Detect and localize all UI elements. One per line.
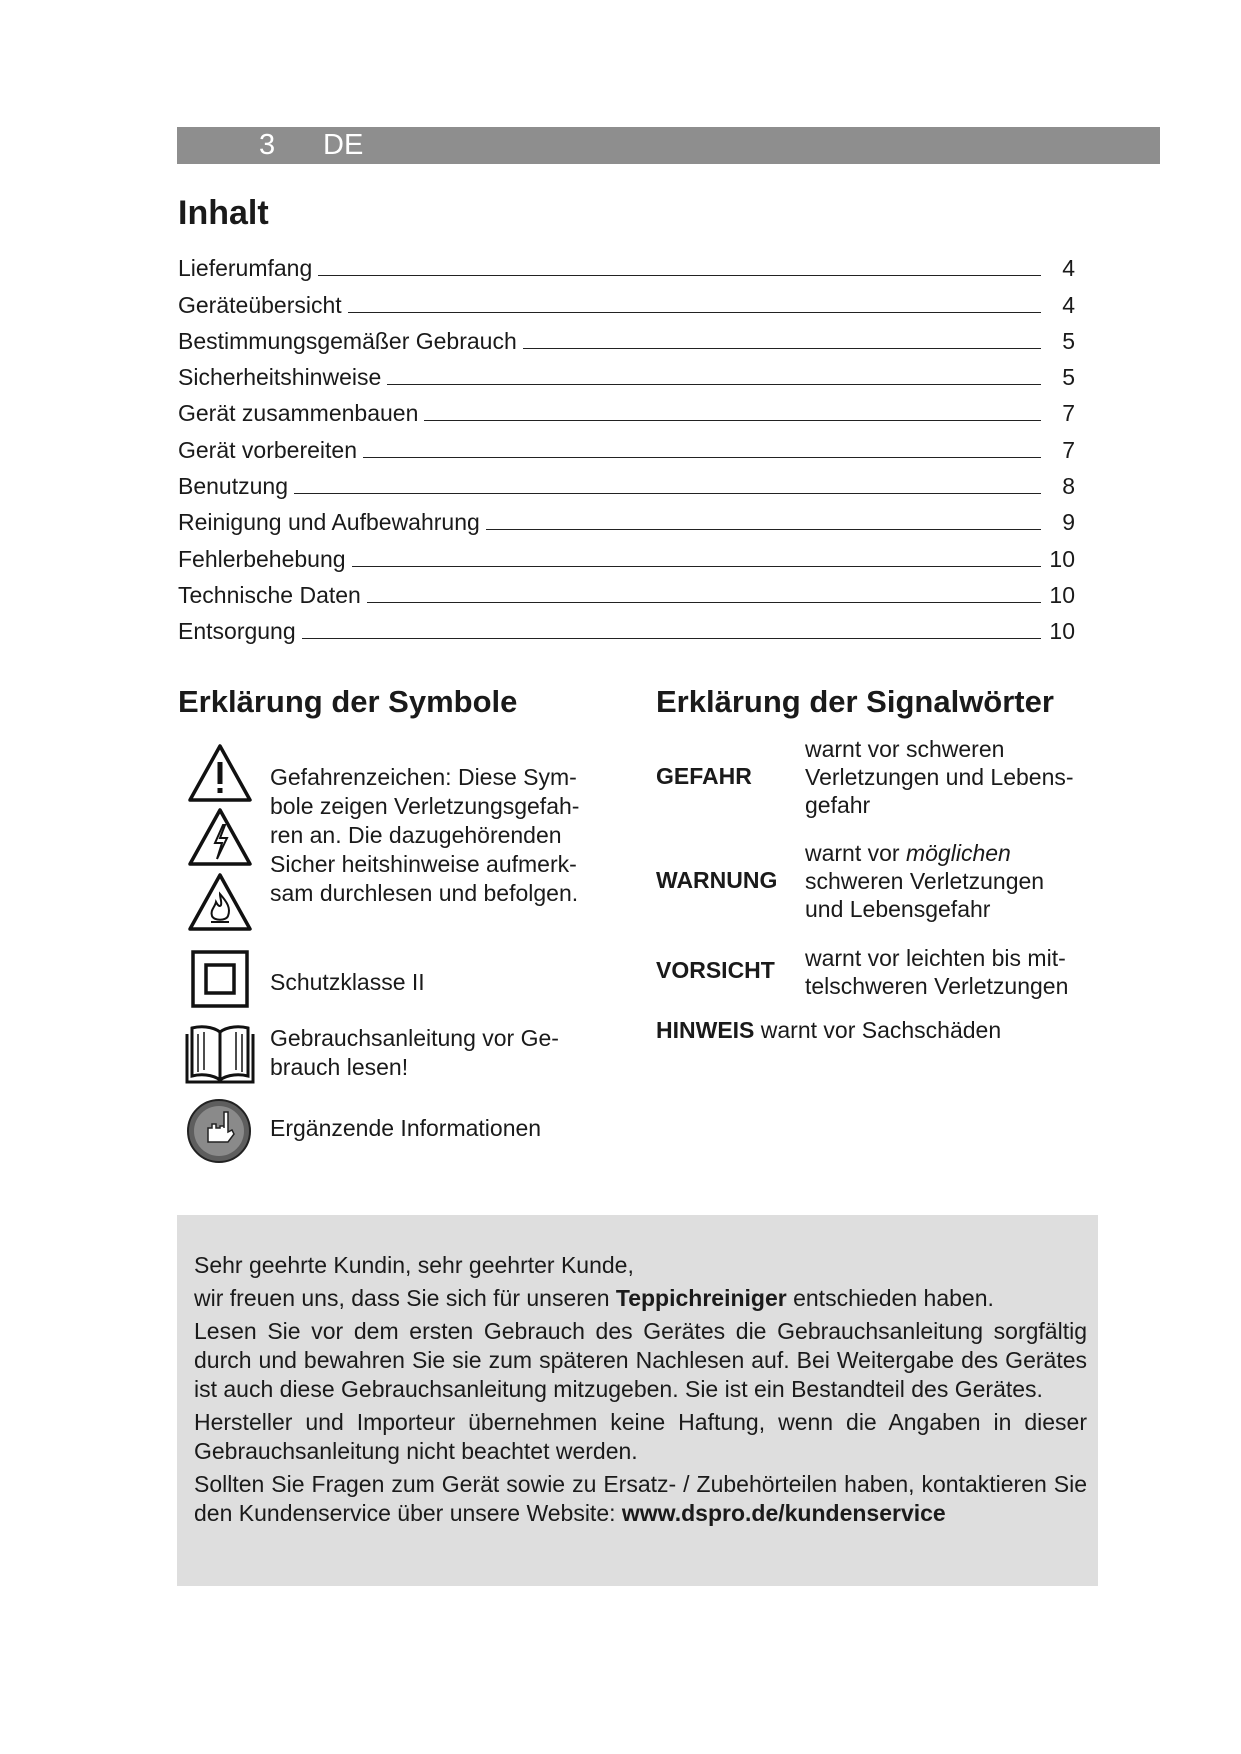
hazard-symbols-description <box>270 763 579 908</box>
warnung-description <box>805 839 1044 923</box>
toc-leader-line <box>318 275 1041 276</box>
toc-entry[interactable] <box>178 319 1075 355</box>
toc-entry[interactable] <box>178 609 1075 645</box>
info-hand-icon <box>186 1098 252 1164</box>
toc-entry-page: 10 <box>1049 545 1075 572</box>
info-description <box>270 1114 541 1143</box>
greeting: Sehr geehrte Kundin, sehr geehrter Kunde, <box>194 1252 634 1278</box>
text-line: warnt vor schweren <box>805 736 1005 762</box>
text-line: Schutzklasse II <box>270 969 425 995</box>
toc-entry[interactable] <box>178 355 1075 391</box>
toc-entry-page: 9 <box>1062 509 1075 536</box>
text-line: telschweren Verletzungen <box>805 973 1069 999</box>
toc-entry-label: Fehlerbehebung <box>178 545 346 572</box>
symbols-title: Erklärung der Symbole <box>178 684 518 719</box>
toc-entry-page: 7 <box>1062 436 1075 463</box>
toc-entry-label: Benutzung <box>178 473 288 500</box>
signal-word-warnung: WARNUNG <box>656 867 778 893</box>
signal-word-hinweis-row <box>656 1017 1001 1044</box>
fire-hazard-icon <box>187 872 253 932</box>
toc-leader-line <box>367 602 1041 603</box>
electric-hazard-icon <box>187 807 253 867</box>
toc-entry-page: 10 <box>1049 618 1075 645</box>
toc-entry-label: Reinigung und Aufbewahrung <box>178 509 480 536</box>
text-line: sam durchlesen und befolgen. <box>270 880 579 906</box>
signal-words-title: Erklärung der Signalwörter <box>656 684 1054 719</box>
toc-entry-page: 4 <box>1062 291 1075 318</box>
toc-title: Inhalt <box>178 194 269 232</box>
signal-word-hinweis: HINWEIS <box>656 1017 755 1043</box>
toc-entry-page: 5 <box>1062 327 1075 354</box>
vorsicht-description <box>805 944 1068 1000</box>
text-line: brauch lesen! <box>270 1054 409 1080</box>
toc-entry-label: Sicherheitshinweise <box>178 364 382 391</box>
protection-class-ii-icon <box>191 950 249 1008</box>
protection-class-description <box>270 968 425 997</box>
toc-leader-line <box>294 493 1041 494</box>
text-line: Gefahrenzeichen: Diese Sym- <box>270 764 577 790</box>
toc-entry-label: Geräteübersicht <box>178 291 342 318</box>
text-segment: entschieden haben. <box>786 1285 994 1311</box>
customer-notice-box <box>177 1215 1098 1586</box>
toc-leader-line <box>352 566 1041 567</box>
toc-leader-line <box>486 529 1041 530</box>
text-line: gefahr <box>805 792 871 818</box>
text-line: warnt vor leichten bis mit- <box>805 945 1066 971</box>
toc-entry[interactable] <box>178 391 1075 427</box>
text-line: ren an. Die dazugehörenden <box>270 822 562 848</box>
toc-entry[interactable] <box>178 427 1075 463</box>
text-segment: Sollten Sie Fragen zum Gerät sowie zu Ersatz- / Zubehörteilen haben, kontaktieren Sie den Kundenservice über unsere Website: <box>194 1471 1087 1526</box>
read-manual-paragraph: Lesen Sie vor dem ersten Gebrauch des Gerätes die Gebrauchsanleitung sorgfältig durch und bewahren Sie sie zum späteren Nachlesen auf. Bei Weitergabe des Gerätes ist auch diese Gebrauchsanleitung mitzugeben. Sie ist ein Bestandteil des Gerätes. <box>194 1318 1087 1402</box>
text-line: Ergänzende Informationen <box>270 1115 542 1141</box>
toc-leader-line <box>424 420 1041 421</box>
text-line <box>805 839 1044 867</box>
toc-entry[interactable] <box>178 573 1075 609</box>
toc-entry-page: 4 <box>1062 255 1075 282</box>
toc-entry-label: Technische Daten <box>178 581 361 608</box>
signal-word-gefahr: GEFAHR <box>656 763 752 789</box>
toc-entry-label: Gerät zusammenbauen <box>178 400 419 427</box>
text-line: bole zeigen Verletzungsgefah- <box>270 793 580 819</box>
toc-leader-line <box>363 457 1041 458</box>
manual-book-icon <box>184 1022 256 1086</box>
toc-entry[interactable] <box>178 246 1075 282</box>
toc-entry[interactable] <box>178 282 1075 318</box>
toc-entry[interactable] <box>178 536 1075 572</box>
page-number: 3 <box>259 129 276 161</box>
product-name: Teppichreiniger <box>615 1285 787 1311</box>
toc-entry-label: Lieferumfang <box>178 255 313 282</box>
toc-entry-page: 10 <box>1049 581 1075 608</box>
page-header-bar <box>177 127 1160 164</box>
toc-entry-label: Bestimmungsgemäßer Gebrauch <box>178 327 517 354</box>
toc-leader-line <box>302 638 1041 639</box>
intro-paragraph <box>194 1284 1087 1313</box>
toc-entry[interactable] <box>178 464 1075 500</box>
toc-leader-line <box>348 312 1041 313</box>
support-website-link[interactable]: www.dspro.de/kundenservice <box>621 1500 946 1526</box>
text-segment: wir freuen uns, dass Sie sich für unseren <box>194 1285 616 1311</box>
warning-triangle-icon <box>187 743 253 803</box>
emphasis-text: möglichen <box>905 840 1011 866</box>
language-code: DE <box>323 129 364 161</box>
toc-entry-page: 5 <box>1062 364 1075 391</box>
text-line: schweren Verletzungen <box>805 868 1045 894</box>
text-line: Sicher heitshinweise aufmerk- <box>270 851 577 877</box>
toc-entry[interactable] <box>178 500 1075 536</box>
manual-description <box>270 1024 559 1082</box>
toc-entry-page: 8 <box>1062 473 1075 500</box>
toc-entry-page: 7 <box>1062 400 1075 427</box>
text-segment: warnt vor <box>805 840 906 866</box>
table-of-contents <box>178 246 1075 645</box>
toc-leader-line <box>387 384 1041 385</box>
text-line: Gebrauchsanleitung vor Ge- <box>270 1025 559 1051</box>
toc-leader-line <box>523 348 1041 349</box>
gefahr-description <box>805 735 1074 819</box>
toc-entry-label: Gerät vorbereiten <box>178 436 357 463</box>
hinweis-description: warnt vor Sachschäden <box>754 1017 1002 1043</box>
signal-word-vorsicht: VORSICHT <box>656 957 775 983</box>
liability-paragraph: Hersteller und Importeur übernehmen keine Haftung, wenn die Angaben in dieser Gebrauchsanleitung nicht beachtet werden. <box>194 1409 1087 1464</box>
text-line: und Lebensgefahr <box>805 896 991 922</box>
text-line: Verletzungen und Lebens- <box>805 764 1074 790</box>
contact-paragraph <box>194 1470 1087 1528</box>
toc-entry-label: Entsorgung <box>178 618 296 645</box>
